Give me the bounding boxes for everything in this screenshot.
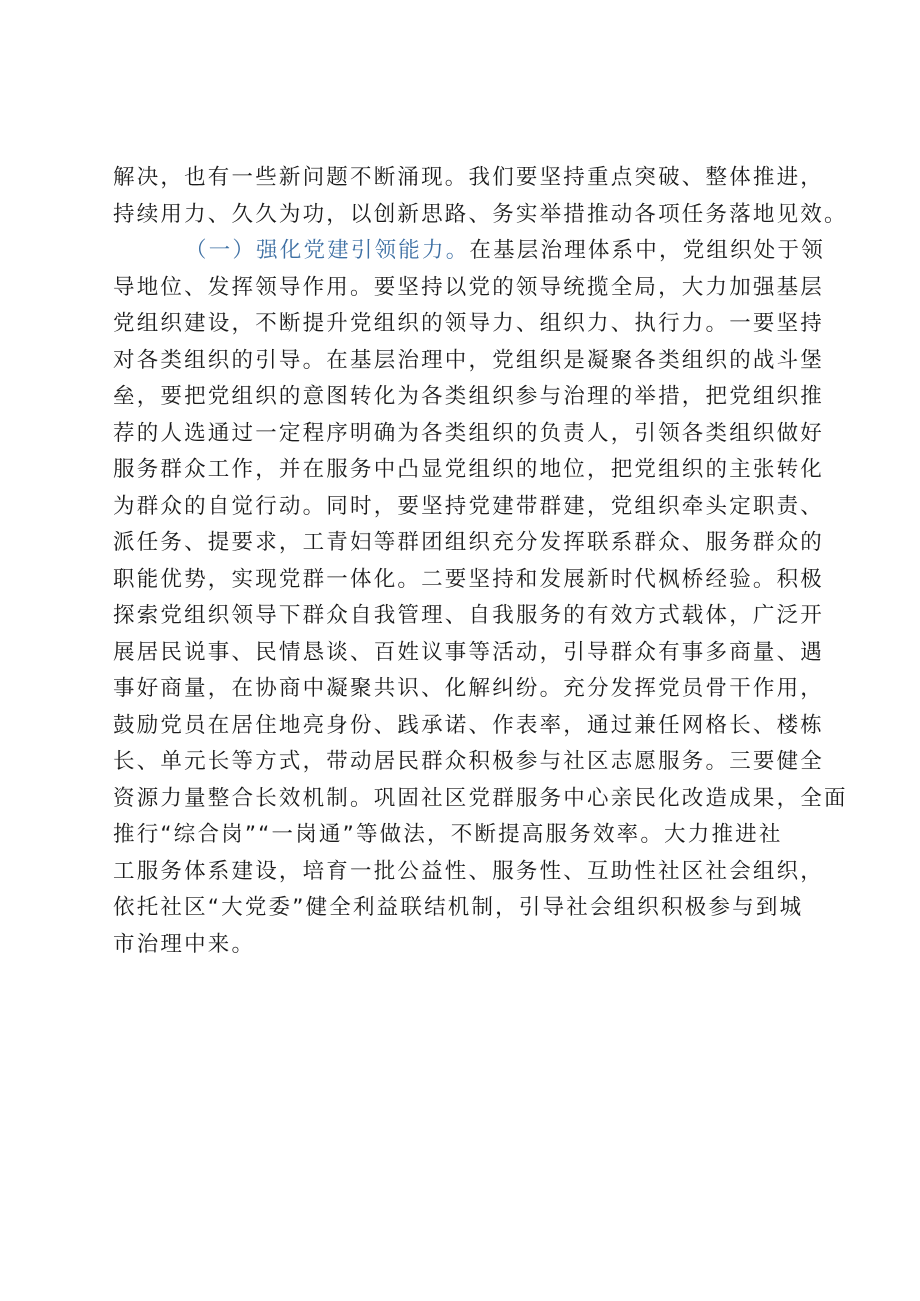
paragraph-line: 工服务体系建设，培育一批公益性、服务性、互助性社区社会组织， (113, 858, 825, 884)
paragraph-line: 荐的人选通过一定程序明确为各类组织的负责人，引领各类组织做好 (113, 420, 825, 446)
section-first-line-text: 在基层治理体系中，党组织处于领 (469, 238, 825, 263)
paragraph-line: 导地位、发挥领导作用。要坚持以党的领导统揽全局，大力加强基层 (113, 274, 825, 300)
paragraph-line: 解决，也有一些新问题不断涌现。我们要坚持重点突破、整体推进， (113, 165, 825, 190)
paragraph-line: 对各类组织的引导。在基层治理中，党组织是凝聚各类组织的战斗堡 (113, 347, 825, 373)
section-first-line (113, 233, 823, 270)
paragraph-line: 党组织建设，不断提升党组织的领导力、组织力、执行力。一要坚持 (113, 311, 825, 336)
paragraph-line: 事好商量，在协商中凝聚共识、化解纠纷。充分发挥党员骨干作用， (113, 676, 825, 701)
paragraph-line: 持续用力、久久为功，以创新思路、务实举措推动各项任务落地见效。 (113, 201, 848, 227)
paragraph-line: 垒，要把党组织的意图转化为各类组织参与治理的举措，把党组织推 (113, 384, 825, 409)
paragraph-line: 职能优势，实现党群一体化。二要坚持和发展新时代枫桥经验。积极 (113, 566, 825, 592)
paragraph-line: 为群众的自觉行动。同时，要坚持党建带群建，党组织牵头定职责、 (113, 493, 825, 519)
paragraph-line: 依托社区“大党委”健全利益联结机制，引导社会组织积极参与到城 (113, 895, 804, 920)
section-heading: （一）强化党建引领能力。 (185, 238, 470, 263)
document-body (113, 160, 848, 963)
paragraph-line: 市治理中来。 (113, 931, 256, 957)
paragraph-line: 长、单元长等方式，带动居民群众积极参与社区志愿服务。三要健全 (113, 749, 825, 774)
paragraph-line: 探索党组织领导下群众自我管理、自我服务的有效方式载体，广泛开 (113, 603, 825, 628)
paragraph-line: 展居民说事、民情恳谈、百姓议事等活动，引导群众有事多商量、遇 (113, 639, 825, 665)
paragraph-line: 派任务、提要求，工青妇等群团组织充分发挥联系群众、服务群众的 (113, 530, 825, 555)
paragraph-line: 服务群众工作，并在服务中凸显党组织的地位，把党组织的主张转化 (113, 457, 825, 482)
paragraph-line: 鼓励党员在居住地亮身份、践承诺、作表率，通过兼任网格长、楼栋 (113, 712, 825, 738)
paragraph-line: 推行“综合岗”“一岗通”等做法，不断提高服务效率。大力推进社 (113, 822, 783, 847)
paragraph-line: 资源力量整合长效机制。巩固社区党群服务中心亲民化改造成果，全面 (113, 785, 848, 811)
